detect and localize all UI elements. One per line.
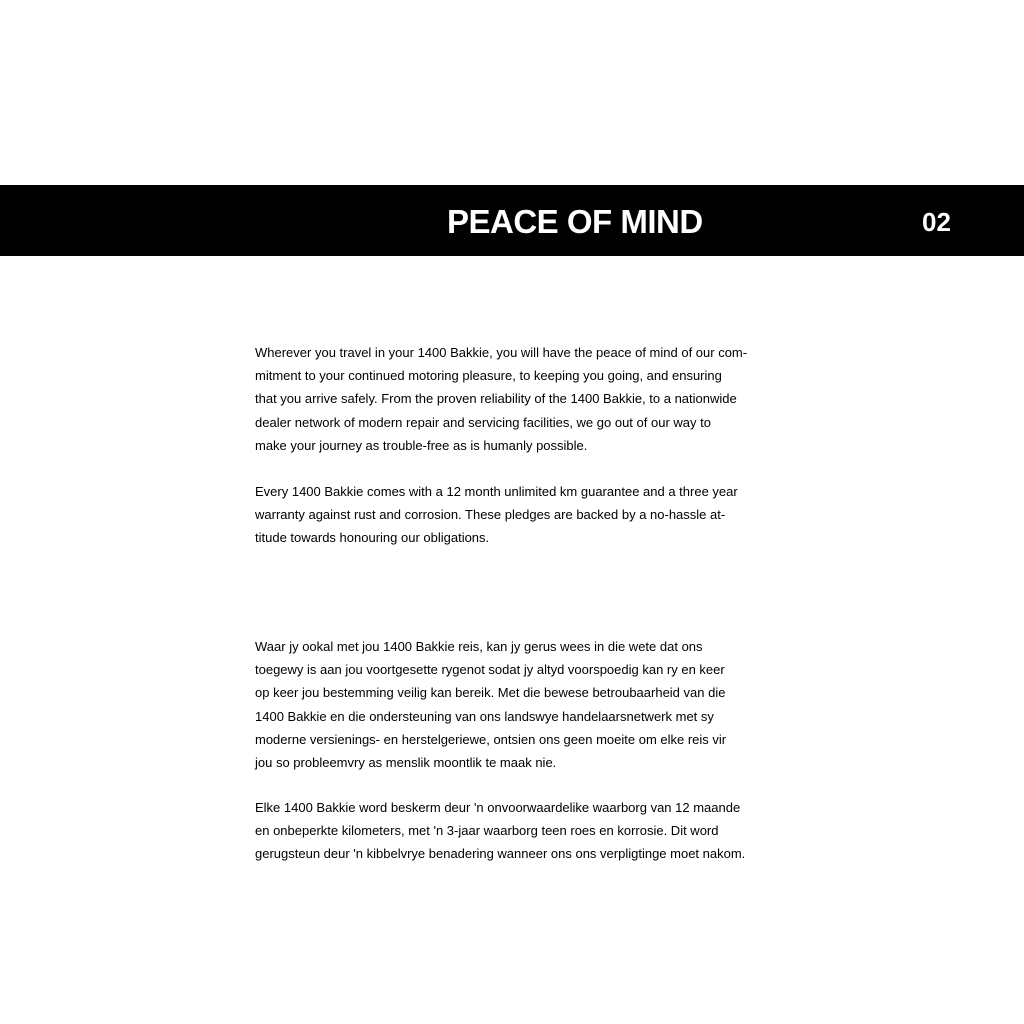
text-line: moderne versienings- en herstelgeriewe, ontsien ons geen moeite om elke reis vir (255, 731, 727, 747)
english-paragraph-1 (255, 341, 795, 457)
text-line: op keer jou bestemming veilig kan bereik. Met die bewese betroubaarheid van die (255, 685, 726, 701)
text-line: warranty against rust and corrosion. These pledges are backed by a no-hassle at- (255, 507, 726, 523)
text-line: Waar jy ookal met jou 1400 Bakkie reis, kan jy gerus wees in die wete dat ons (255, 639, 703, 654)
text-line: make your journey as trouble-free as is humanly possible. (255, 437, 588, 453)
text-line: mitment to your continued motoring pleasure, to keeping you going, and ensuring (255, 368, 722, 384)
text-line: 1400 Bakkie en die ondersteuning van ons landswye handelaarsnetwerk met sy (255, 708, 714, 724)
english-paragraph-2 (255, 480, 795, 550)
afrikaans-paragraph-2 (255, 796, 795, 866)
page-title: PEACE OF MIND (447, 203, 703, 240)
page-number: 02 (922, 207, 951, 237)
text-line: Every 1400 Bakkie comes with a 12 month unlimited km guarantee and a three year (255, 484, 738, 499)
text-line: titude towards honouring our obligations. (255, 530, 490, 546)
afrikaans-paragraph-1 (255, 635, 795, 774)
text-line: Elke 1400 Bakkie word beskerm deur 'n onvoorwaardelike waarborg van 12 maande (255, 800, 741, 815)
text-line: jou so probleemvry as menslik moontlik te maak nie. (255, 755, 557, 771)
text-line: Wherever you travel in your 1400 Bakkie, you will have the peace of mind of our com- (255, 345, 748, 360)
text-line: gerugsteun deur 'n kibbelvrye benadering wanneer ons ons verpligtinge moet nakom. (255, 846, 746, 862)
text-line: dealer network of modern repair and servicing facilities, we go out of our way to (255, 414, 711, 430)
text-line: that you arrive safely. From the proven reliability of the 1400 Bakkie, to a nationwide (255, 391, 737, 407)
text-line: en onbeperkte kilometers, met 'n 3-jaar waarborg teen roes en korrosie. Dit word (255, 823, 719, 839)
text-line: toegewy is aan jou voortgesette rygenot sodat jy altyd voorspoedig kan ry en keer (255, 662, 725, 678)
